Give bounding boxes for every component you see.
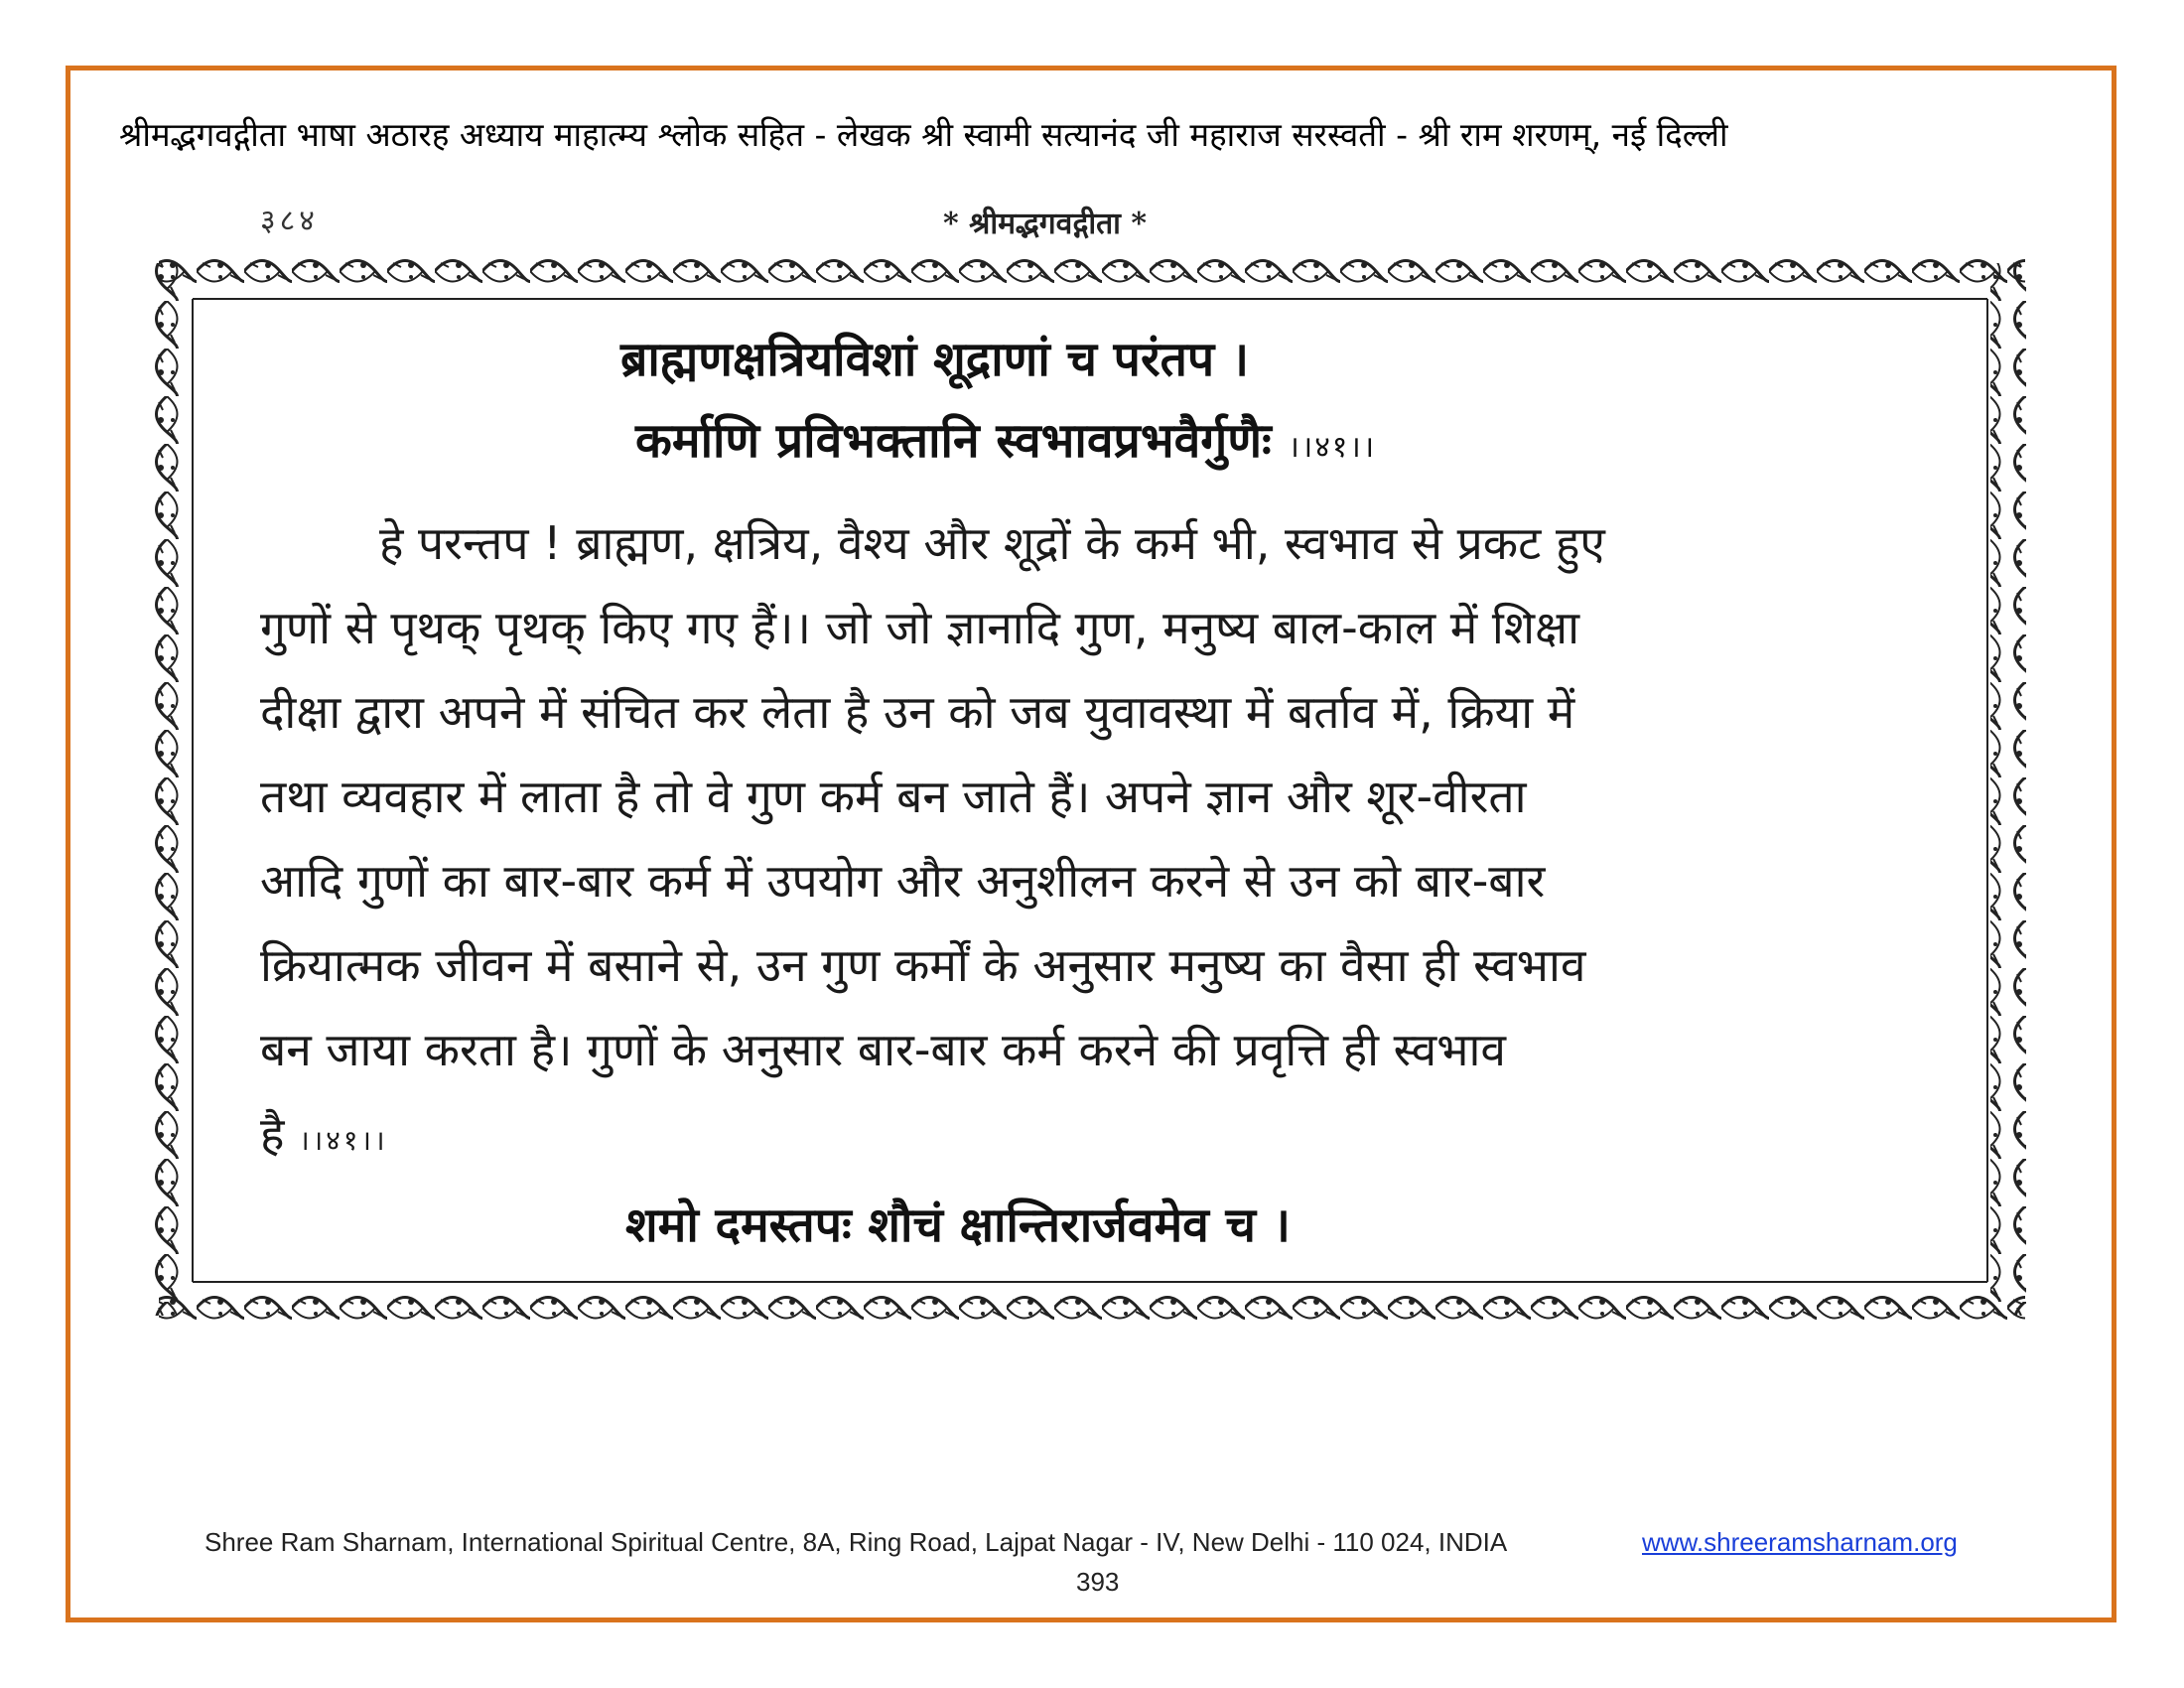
commentary-line: आदि गुणों का बार-बार कर्म में उपयोग और अनुशीलन करने से उन को बार-बार bbox=[260, 854, 1546, 908]
commentary-line: गुणों से पृथक् पृथक् किए गए हैं।। जो जो ज्ञानादि गुण, मनुष्य बाल-काल में शिक्षा bbox=[260, 601, 1579, 654]
running-head: * श्रीमद्भगवद्गीता * bbox=[943, 207, 1148, 241]
footer-address: Shree Ram Sharnam, International Spiritual Centre, 8A, Ring Road, Lajpat Nagar - IV, New Delhi - 110 024, INDIA bbox=[205, 1527, 1508, 1557]
commentary-line: है bbox=[260, 1107, 285, 1161]
verse-42-line-1: शमो दमस्तपः शौचं क्षान्तिरार्जवमेव च । bbox=[625, 1197, 1291, 1253]
verse-41-line-2-text: कर्माणि प्रविभक्तानि स्वभावप्रभवैर्गुणैः bbox=[635, 413, 1272, 469]
website-link[interactable]: www.shreeramsharnam.org bbox=[1642, 1527, 1958, 1557]
commentary-paragraph bbox=[260, 501, 1948, 1183]
commentary-line: दीक्षा द्वारा अपने में संचित कर लेता है उन को जब युवावस्था में बर्ताव में, क्रिया में bbox=[260, 685, 1575, 739]
verse-41-number: ।।४१।। bbox=[1288, 430, 1377, 465]
commentary-line: बन जाया करता है। गुणों के अनुसार बार-बार कर्म करने की प्रवृत्ति ही स्वभाव bbox=[260, 1023, 1506, 1076]
commentary-last-line bbox=[260, 1092, 1948, 1183]
commentary-line: तथा व्यवहार में लाता है तो वे गुण कर्म बन जाते हैं। अपने ज्ञान और शूर-वीरता bbox=[260, 770, 1527, 823]
verse-41-line-2 bbox=[635, 407, 1376, 472]
pdf-page-number: 393 bbox=[1076, 1567, 1120, 1597]
commentary-line: क्रियात्मक जीवन में बसाने से, उन गुण कर्मों के अनुसार मनुष्य का वैसा ही स्वभाव bbox=[260, 938, 1586, 992]
book-page-number: ३८४ bbox=[260, 204, 319, 238]
verse-41-line-1: ब्राह्मणक्षत्रियविशां शूद्राणां च परंतप । bbox=[620, 332, 1250, 387]
commentary-line: हे परन्तप ! ब्राह्मण, क्षत्रिय, वैश्य और शूद्रों के कर्म भी, स्वभाव से प्रकट हुए bbox=[379, 516, 1605, 570]
document-header-title: श्रीमद्भगवद्गीता भाषा अठारह अध्याय माहात्म्य श्लोक सहित - लेखक श्री स्वामी सत्यानंद जी महाराज सरस्वती - श्री राम शरणम्, नई दिल्ली bbox=[119, 115, 1728, 154]
commentary-end-number: ।।४१।। bbox=[299, 1124, 388, 1157]
